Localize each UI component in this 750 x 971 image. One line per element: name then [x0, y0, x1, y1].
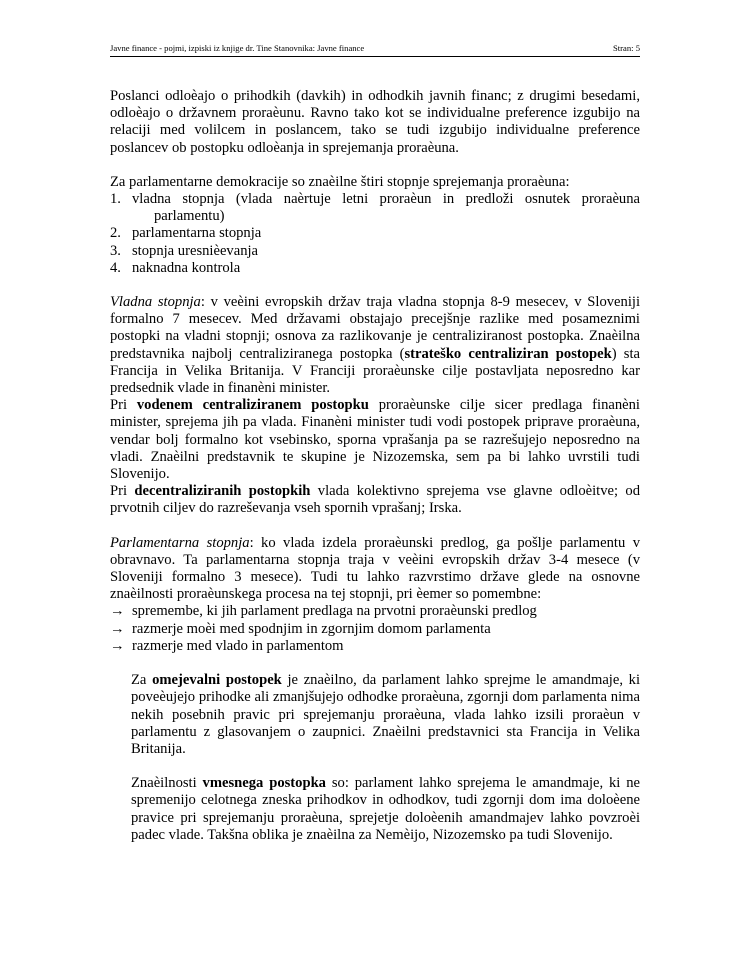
page-header — [110, 43, 640, 57]
stage-item — [110, 260, 640, 277]
bold-term: decentraliziranih postopkih — [134, 483, 311, 500]
text-run: je znaèilno, da parlament lahko sprejme le amandmaje, ki poveèujejo prihodke ali zmanjšujejo odhodke proraèuna, zgornji dom parlamenta nima nekih posebnih pravic pri sprejemanju proraèuna, vlada lahko izsili proraèun v parlamentu z glasovanjem o zaupnici. Znaèilni predstavnici sta Francija in Velika Britanija. — [131, 672, 641, 757]
arrow-list-item — [110, 621, 640, 638]
arrow-item-text: razmerje med vlado in parlamentom — [132, 637, 344, 654]
stage-number: 1. — [110, 191, 121, 208]
text-run: Pri — [110, 397, 137, 414]
bold-term: vodenem centraliziranem postopku — [136, 397, 369, 414]
omejevalni-paragraph — [110, 672, 640, 758]
text-run: : v veèini evropskih držav traja vladna stopnja 8-9 mesecev, v Sloveniji formalno 7 mesecev. Med državami obstajajo precejšnje razlike med posameznimi postopki na vladni stopnji; osnova za razlikovanje je centraliziranost postopka. Znaèilna predstavnika najbolj centraliziranega postopka ( — [110, 294, 640, 362]
arrow-icon: → — [110, 637, 125, 654]
stage-item — [110, 225, 640, 242]
stages-list — [110, 191, 640, 277]
text-run: so: parlament lahko sprejema le amandmaje, ki ne spremenijo celotnega zneska prihodkov in odhodkov, tudi zgornji dom ima doloèene pravice pri sprejemanju proraèuna, sprejetje doloèenih amandmajev lahko povzroèi padec vlade. Takšna oblika je znaèilna za Nemèijo, Nizozemsko pa tudi Slovenijo. — [131, 775, 640, 843]
bold-term: omejevalni postopek — [152, 672, 282, 689]
bold-term: strateško centraliziran postopek — [404, 345, 612, 362]
bold-term: vmesnega postopka — [202, 775, 326, 792]
stage-number: 3. — [110, 242, 121, 259]
arrow-icon: → — [110, 620, 125, 637]
text-run: vlada kolektivno sprejema vse glavne odloèitve; od prvotnih ciljev do razreševanja vseh spornih vprašanj; Irska. — [110, 483, 640, 517]
term-vladna: Vladna stopnja — [110, 294, 201, 311]
arrow-item-text: spremembe, ki jih parlament predlaga na prvotni proraèunski predlog — [132, 603, 537, 620]
stage-text: stopnja uresnièevanja — [132, 242, 259, 259]
text-run: Pri — [110, 483, 135, 500]
stage-item — [110, 191, 640, 208]
arrow-list-item — [110, 638, 640, 655]
header-title: Javne finance - pojmi, izpiski iz knjige dr. Tine Stanovnika: Javne finance — [110, 43, 365, 53]
arrow-list-item — [110, 603, 640, 620]
stage-text: naknadna kontrola — [132, 259, 241, 276]
stage-item — [110, 243, 640, 260]
text-run: proraèunske cilje sicer predlaga finanèni minister, sprejema jih pa vlada. Finanèni minister tudi vodi postopek priprave proraèuna, vendar bolj formalno kot vsebinsko, sporna vprašanja pa se razrešujejo neposredno na vladi. Znaèilni predstavnik te skupine je Nizozemska, sem pa bi lahko uvrstili tudi Slovenijo. — [110, 397, 640, 483]
vodeni-paragraph — [110, 397, 640, 483]
stage-number: 4. — [110, 259, 121, 276]
intro-paragraph: Poslanci odloèajo o prihodkih (davkih) in odhodkih javnih financ; z drugimi besedami, odloèajo o državnem proraèunu. Ravno tako kot se individualne preference izgubijo na relaciji med volilcem in poslancem, tako se tudi izgubijo individualne preference poslancev ob postopku odloèanja in sprejemanja proraèuna. — [110, 88, 640, 156]
parlamentarna-paragraph — [110, 535, 640, 604]
document-body — [110, 88, 640, 844]
stage-text: parlamentarna stopnja — [132, 225, 262, 242]
text-run: Za — [131, 672, 153, 689]
text-run: ) sta Francija in Velika Britanija. V Franciji proraèunske cilje postavljata neposredno kar predsednik vlade in finanèni minister. — [110, 345, 640, 397]
stage-text-continuation: parlamentu) — [154, 208, 225, 225]
text-run: : ko vlada izdela proraèunski predlog, ga pošlje parlamentu v obravnavo. Ta parlamentarna stopnja traja v veèini evropskih držav 3-4 mesece (v Sloveniji formalno 3 mesece). Tudi tu lahko razvrstimo države glede na osnovne znaèilnosti proraèunskega procesa na tej stopnji, pri èemer so pomembne: — [110, 534, 640, 603]
stages-intro: Za parlamentarne demokracije so znaèilne štiri stopnje sprejemanja proraèuna: — [110, 173, 570, 190]
page-number: Stran: 5 — [613, 43, 640, 53]
arrow-icon: → — [110, 603, 125, 620]
stage-item-continuation — [110, 208, 640, 225]
vladna-paragraph — [110, 294, 640, 397]
text-run: Znaèilnosti — [131, 775, 203, 792]
arrow-item-text: razmerje moèi med spodnjim in zgornjim domom parlamenta — [132, 620, 491, 637]
stage-text: vladna stopnja (vlada naèrtuje letni proraèun in predloži osnutek proraèuna — [132, 191, 640, 208]
decentralizirani-paragraph — [110, 483, 640, 517]
term-parlamentarna: Parlamentarna stopnja — [110, 534, 250, 551]
stage-number: 2. — [110, 225, 121, 242]
vmesni-paragraph — [110, 775, 640, 844]
